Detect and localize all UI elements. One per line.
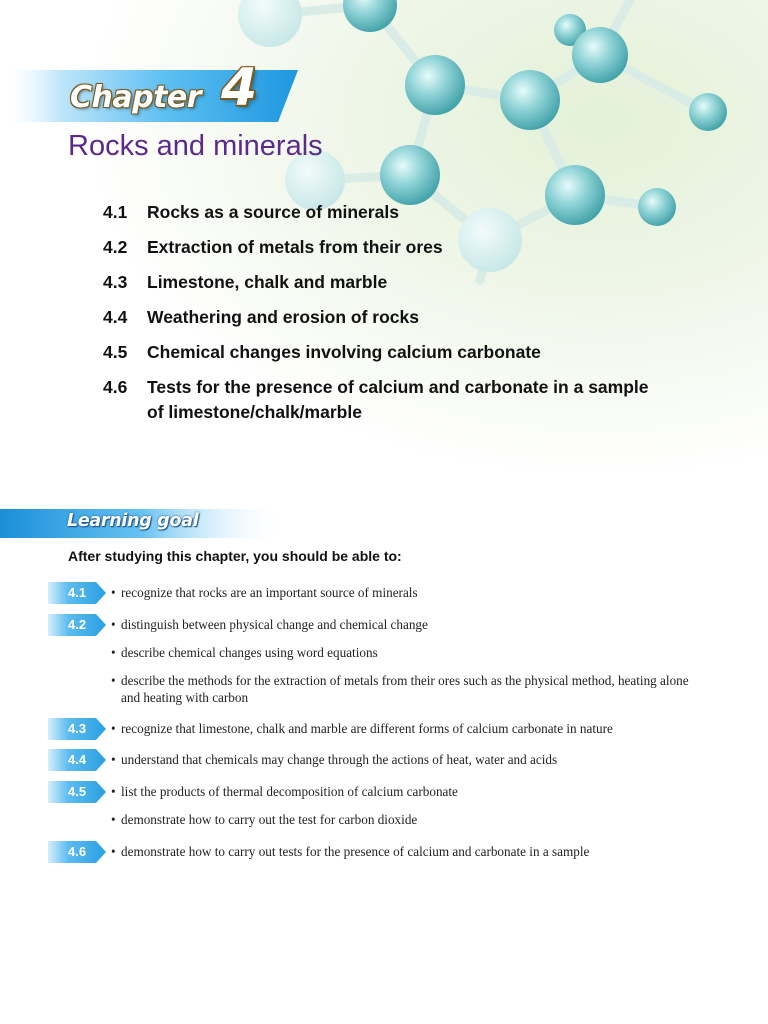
section-tag: [48, 749, 106, 771]
goal-text-content: describe the methods for the extraction of metals from their ores such as the physical method, heating alone and heating with carbon: [121, 673, 689, 705]
section-title: Chemical changes involving calcium carbonate: [147, 342, 541, 362]
goal-text: [111, 720, 691, 737]
goal-text-content: recognize that rocks are an important source of minerals: [121, 585, 418, 600]
goal-text-content: demonstrate how to carry out tests for the presence of calcium and carbonate in a sample: [121, 844, 590, 859]
bullet: •: [111, 812, 116, 827]
section-title: Tests for the presence of calcium and carbonate in a sample of limestone/chalk/marble: [147, 377, 649, 422]
section-item: [103, 200, 663, 225]
goal-text-content: list the products of thermal decomposition of calcium carbonate: [121, 784, 458, 799]
section-item: [103, 305, 663, 330]
section-tag: [48, 718, 106, 740]
goal-text-content: understand that chemicals may change through the actions of heat, water and acids: [121, 752, 558, 767]
bullet: •: [111, 844, 116, 859]
section-tag-label: 4.4: [68, 752, 87, 767]
section-number: 4.1: [103, 202, 128, 222]
goal-text-content: describe chemical changes using word equations: [121, 645, 378, 660]
goal-text: [111, 843, 691, 860]
section-tag-label: 4.3: [68, 721, 87, 736]
goal-text: [111, 584, 691, 601]
goal-text-content: distinguish between physical change and chemical change: [121, 617, 428, 632]
section-item: [103, 235, 663, 260]
section-number: 4.2: [103, 237, 128, 257]
section-tag: [48, 841, 106, 863]
section-tag-label: 4.6: [68, 844, 87, 859]
goal-text: [111, 811, 691, 828]
bullet: •: [111, 752, 116, 767]
section-tag-label: 4.2: [68, 617, 87, 632]
chapter-title: Rocks and minerals: [68, 130, 323, 162]
chapter-label: Chapter: [70, 80, 202, 115]
bullet: •: [111, 617, 116, 632]
bullet: •: [111, 645, 116, 660]
section-number: 4.5: [103, 342, 128, 362]
section-tag-label: 4.5: [68, 784, 87, 799]
section-tag-label: 4.1: [68, 585, 87, 600]
goal-text-content: demonstrate how to carry out the test for carbon dioxide: [121, 812, 418, 827]
goal-text: [111, 672, 691, 706]
goal-text-content: recognize that limestone, chalk and marble are different forms of calcium carbonate in nature: [121, 721, 613, 736]
section-list: [103, 200, 663, 435]
section-title: Rocks as a source of minerals: [147, 202, 399, 222]
section-item: [103, 375, 663, 425]
bullet: •: [111, 784, 116, 799]
section-number: 4.3: [103, 272, 128, 292]
bullet: •: [111, 585, 116, 600]
goal-text: [111, 751, 691, 768]
section-tag: [48, 582, 106, 604]
goal-text: [111, 783, 691, 800]
section-number: 4.4: [103, 307, 128, 327]
section-tag: [48, 614, 106, 636]
bullet: •: [111, 721, 116, 736]
section-item: [103, 340, 663, 365]
section-tag: [48, 781, 106, 803]
section-number: 4.6: [103, 377, 128, 397]
learning-goal-intro: After studying this chapter, you should be able to:: [68, 548, 402, 564]
section-title: Weathering and erosion of rocks: [147, 307, 419, 327]
goal-text: [111, 644, 691, 661]
section-item: [103, 270, 663, 295]
learning-goal-heading: Learning goal: [67, 511, 199, 531]
section-title: Extraction of metals from their ores: [147, 237, 443, 257]
section-title: Limestone, chalk and marble: [147, 272, 388, 292]
bullet: •: [111, 673, 116, 688]
chapter-number: 4: [221, 58, 258, 118]
goal-text: [111, 616, 691, 633]
